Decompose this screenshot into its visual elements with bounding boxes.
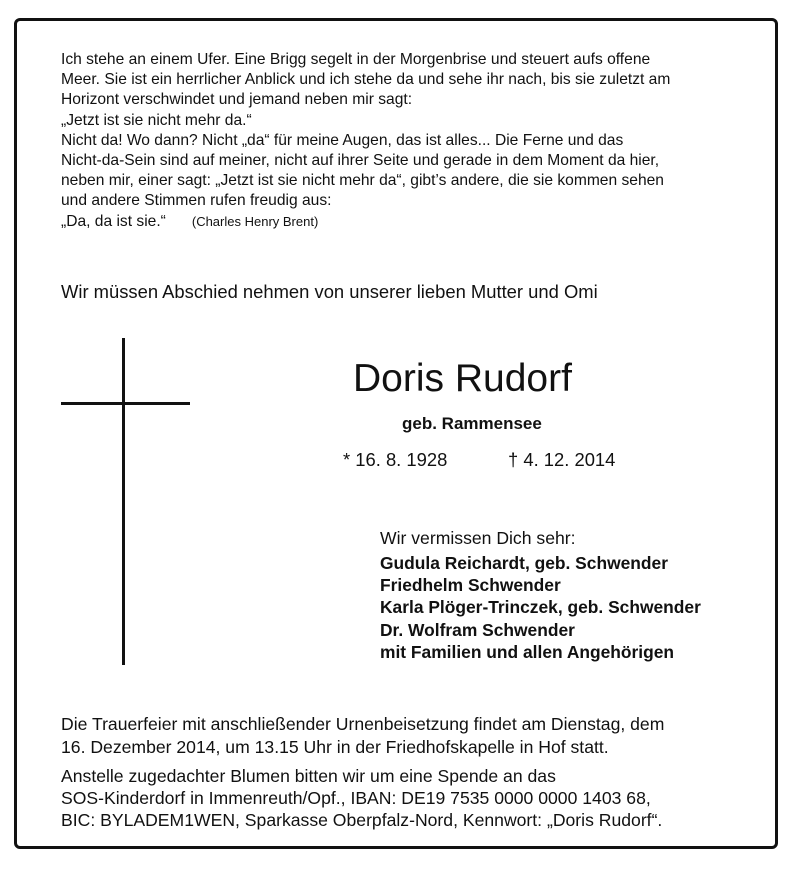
donation-line: Anstelle zugedachter Blumen bitten wir um eine Spende an das <box>61 766 556 786</box>
cross-icon-bar <box>61 402 190 405</box>
funeral-line: Die Trauerfeier mit anschließender Urnenbeisetzung findet am Dienstag, dem <box>61 714 665 734</box>
poem-line: Nicht-da-Sein sind auf meiner, nicht auf ihrer Seite und gerade in dem Moment da hier, <box>61 152 660 170</box>
poem-line: Meer. Sie ist ein herrlicher Anblick und ich stehe da und sehe ihr nach, bis sie zuletzt am <box>61 71 671 89</box>
poem-line: Nicht da! Wo dann? Nicht „da“ für meine Augen, das ist alles... Die Ferne und das <box>61 131 624 149</box>
poem-line: Ich stehe an einem Ufer. Eine Brigg segelt in der Morgenbrise und steuert aufs offene <box>61 51 651 68</box>
cross-icon <box>122 338 125 665</box>
mourners-intro: Wir vermissen Dich sehr: <box>380 528 576 548</box>
donation-info <box>61 765 662 831</box>
poem-line: „Da, da ist sie.“ <box>61 212 166 230</box>
poem-line: neben mir, einer sagt: „Jetzt ist sie nicht mehr da“, gibt’s andere, die sie kommen sehen <box>61 172 664 190</box>
donation-line: SOS-Kinderdorf in Immenreuth/Opf., IBAN: DE19 7535 0000 0000 1403 68, <box>61 788 651 808</box>
funeral-line: 16. Dezember 2014, um 13.15 Uhr in der Friedhofskapelle in Hof statt. <box>61 736 609 757</box>
maiden-name: geb. Rammensee <box>402 414 542 433</box>
mourner-name: Dr. Wolfram Schwender <box>380 619 575 640</box>
poem-author: (Charles Henry Brent) <box>191 213 319 229</box>
poem <box>61 50 761 232</box>
death-date: † 4. 12. 2014 <box>508 449 616 470</box>
poem-line: „Jetzt ist sie nicht mehr da.“ <box>61 111 252 129</box>
farewell-intro: Wir müssen Abschied nehmen von unserer lieben Mutter und Omi <box>61 281 598 302</box>
mourner-name: Gudula Reichardt, geb. Schwender <box>380 553 668 573</box>
mourner-name: Karla Plöger-Trinczek, geb. Schwender <box>380 597 701 618</box>
donation-line: BIC: BYLADEM1WEN, Sparkasse Oberpfalz-Nord, Kennwort: „Doris Rudorf“. <box>61 810 663 830</box>
birth-date: * 16. 8. 1928 <box>343 449 448 470</box>
deceased-name: Doris Rudorf <box>353 357 572 400</box>
mourner-name: Friedhelm Schwender <box>380 575 561 596</box>
funeral-info <box>61 713 664 758</box>
poem-line: Horizont verschwindet und jemand neben mir sagt: <box>61 91 413 109</box>
poem-line: und andere Stimmen rufen freudig aus: <box>61 192 332 210</box>
mourner-name: mit Familien und allen Angehörigen <box>380 641 675 662</box>
mourners-list <box>380 552 701 663</box>
